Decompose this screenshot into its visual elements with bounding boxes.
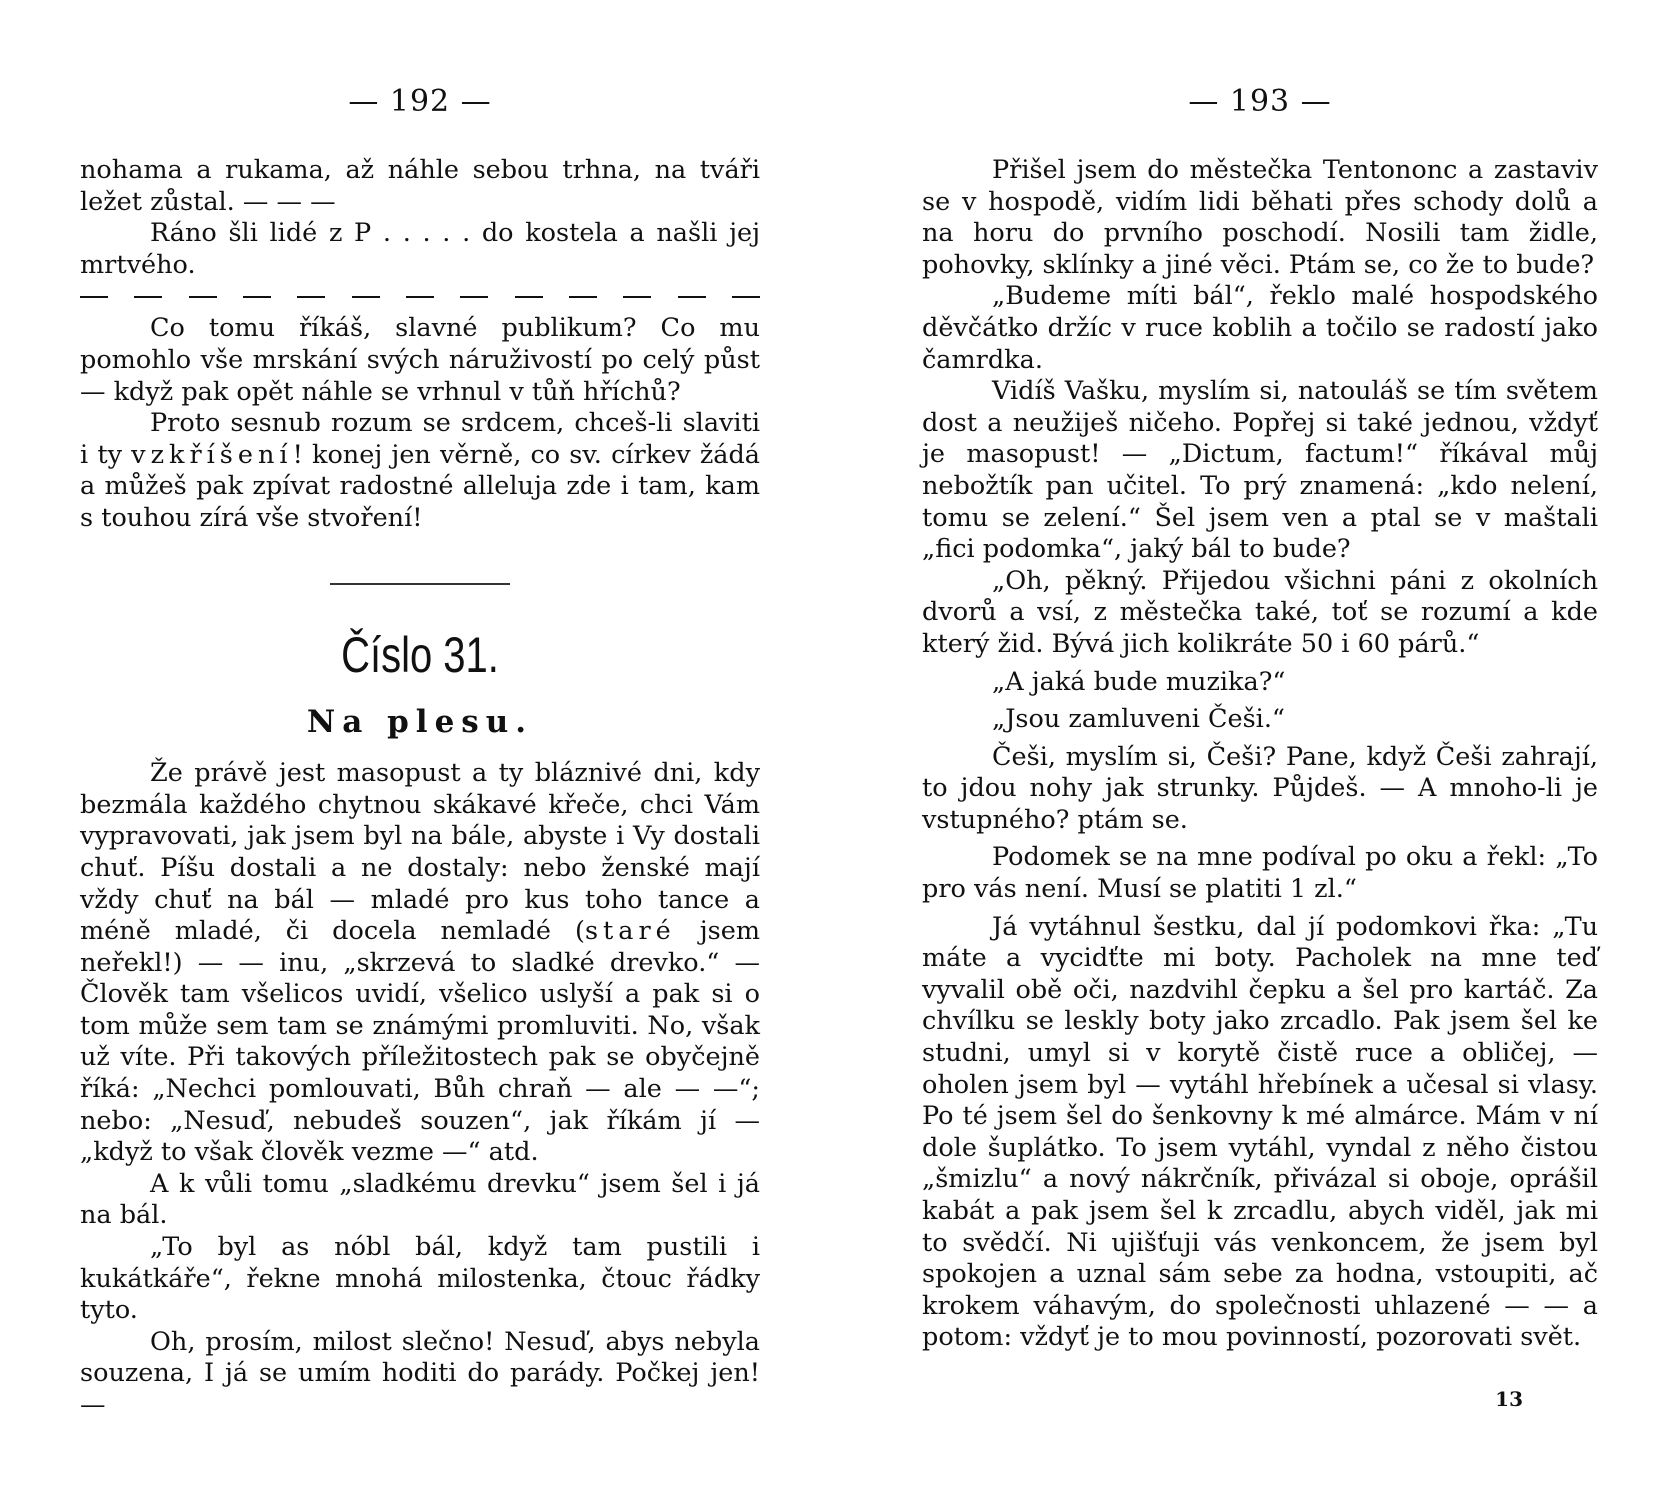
paragraph: nohama a rukama, až náhle sebou trhna, na tváři ležet zůstal. — — — xyxy=(80,155,760,217)
page-number-left: — 192 — xyxy=(348,84,492,119)
paragraph: „Oh, pěkný. Přijedou všichni páni z okolních dvorů a vsí, z městečka také, toť se rozumí a kde který žid. Bývá jich kolikráte 50 i 60 párů.“ xyxy=(922,565,1598,659)
chapter-title: Číslo 31. xyxy=(341,626,499,683)
paragraph: Češi, myslím si, Češi? Pane, když Češi zahrají, to jdou nohy jak strunky. Půjdeš. — A mnoho-li je vstupného? ptám se. xyxy=(922,741,1598,835)
emphasized-text: staré xyxy=(584,916,676,947)
dash-separator xyxy=(80,281,760,313)
left-page-text xyxy=(80,155,760,1422)
paragraph: „A jaká bude muzika?“ xyxy=(992,666,1286,697)
paragraph: Podomek se na mne podíval po oku a řekl: „To pro vás není. Musí se platiti 1 zl.“ xyxy=(922,842,1598,905)
paragraph: Přišel jsem do městečka Tentononc a zastaviv se v hospodě, vidím lidi běhati přes schody dolů a na horu do prvního poschodí. Nosili tam židle, pohovky, sklínky a jiné věci. Ptám se, co že to bude? xyxy=(922,155,1598,280)
paragraph: Oh, prosím, milost slečno! Nesuď, abys nebyla souzena, I já se umím hoditi do parády. Počkej jen! — xyxy=(80,1326,760,1420)
chapter-subtitle: Na plesu. xyxy=(306,703,534,740)
paragraph: Ráno šli lidé z P . . . . . do kostela a našli jej mrtvého. xyxy=(80,218,760,280)
text-run: jsem neřekl!) — — inu, „skrzevá to sladké drevko.“ — Člověk tam všelicos uvidí, všelico uslyší a pak si o tom může sem tam se známými promluviti. No, však už víte. Při takových příležitostech pak se obyčejně říká: „Nechci pomlouvati, Bůh chraň — ale — —“; nebo: „Nesuď, nebudeš souzen“, jak říkám jí — „když to však člověk vezme —“ atd. xyxy=(80,916,760,1168)
paragraph: Já vytáhnul šestku, dal jí podomkovi řka: „Tu máte a vycidťte mi boty. Pacholek na mne teď vyvalil obě oči, nazdvihl čepku a šel pro kartáč. Za chvílku se leskly boty jako zrcadlo. Pak jsem šel ke studni, umyl si v korytě čistě ruce a obličej, — oholen jsem byl — vytáhl hřebínek a učesal si vlasy. Po té jsem šel do šenkovny k mé almárce. Mám v ní dole šuplátko. To jsem vytáhl, vyndal z něho čistou „šmizlu“ a nový nákrčník, přivázal si oboje, oprášil kabát a pak jsem šel k zrcadlu, abych viděl, jak mi to svědčí. Ni ujišťuji vás venkoncem, že jsem byl spokojen a uznal sám sebe za hodna, vstoupiti, ač krokem váhavým, do společnosti uhlazené — — a potom: vždyť je to mou povinností, pozorovati svět. xyxy=(922,911,1598,1353)
paragraph: Vidíš Vašku, myslím si, natouláš se tím světem dost a neužiješ ničeho. Popřej si také jednou, vždyť je masopust! — „Dictum, factum!“ říkával můj nebožtík pan učitel. To prý znamená: „kdo nelení, tomu se zelení.“ Šel jsem ven a ptal se v maštali „fici podomka“, jaký bál to bude? xyxy=(922,376,1598,565)
paragraph: A k vůli tomu „sladkému drevku“ jsem šel i já na bál. xyxy=(80,1168,760,1231)
page-number-right: — 193 — xyxy=(1188,84,1332,119)
paragraph: „Jsou zamluveni Češi.“ xyxy=(992,704,1285,735)
text-run: ! konej jen věrně, co sv. církev žádá a můžeš pak zpívat radostné alleluja zde i tam, kam s touhou zírá vše stvoření! xyxy=(80,439,760,533)
ornament-rule xyxy=(330,583,510,585)
paragraph: „To byl as nóbl bál, když tam pustili i kukátkáře“, řekne mnohá milostenka, čtouc řádky tyto. xyxy=(80,1232,760,1326)
emphasized-text: vzkříšení xyxy=(131,439,293,470)
signature-mark: 13 xyxy=(1495,1387,1523,1411)
text-run: Že právě jest masopust a ty bláznivé dni, kdy bezmála každého chytnou skákavé křeče, chci Vám vypravovati, jak jsem byl na bále, abyste i Vy dostali chuť. Píšu dostali a ne dostaly: nebo ženské mají vždy chuť na bál — mladé pro kus toho tance a méně mladé, či docela nemladé ( xyxy=(80,758,760,947)
paragraph: „Budeme míti bál“, řeklo malé hospodského děvčátko držíc v ruce koblih a točilo se radostí jako čamrdka. xyxy=(922,281,1598,375)
paragraph: Co tomu říkáš, slavné publikum? Co mu pomohlo vše mrskání svých náruživostí po celý půst — když pak opět náhle se vrhnul v tůň hříchů? xyxy=(80,313,760,407)
paragraph xyxy=(80,758,760,1169)
paragraph xyxy=(80,408,760,534)
text-run: Proto sesnub rozum se srdcem, chceš-li slaviti i ty xyxy=(80,408,760,470)
right-page-text xyxy=(922,155,1598,1354)
